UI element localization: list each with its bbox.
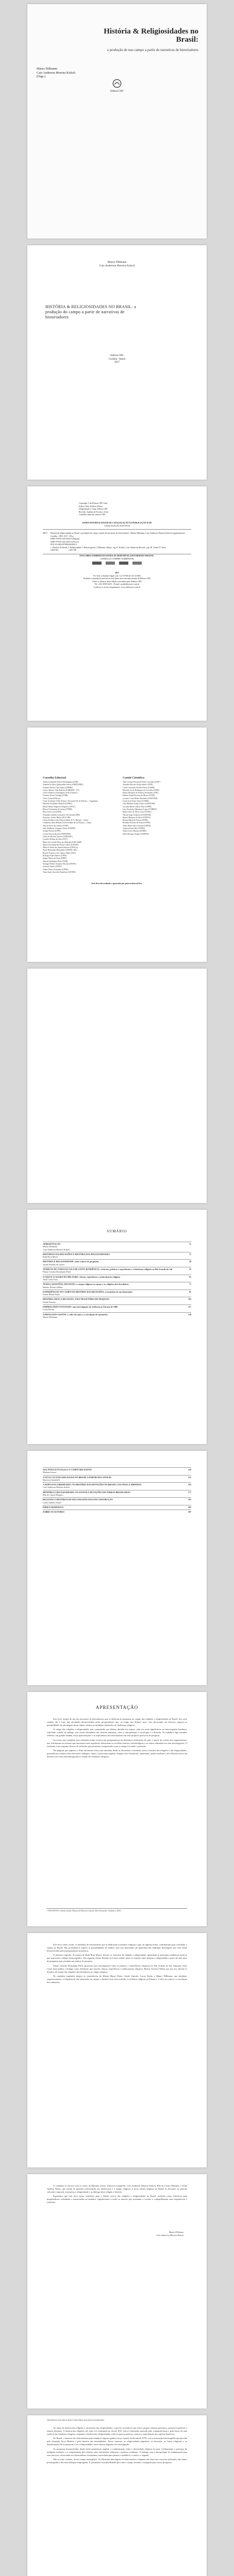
copyright-line: Todos os direitos desta edição reservados pela: Editora CRV (92, 580, 142, 583)
toc-entry-title: APRESENTAÇÃO (43, 1243, 61, 1245)
board-list-right (123, 781, 192, 836)
cover-page (27, 4, 207, 239)
half-name: Mauro Dillmann (107, 261, 127, 264)
board-member: Simone Rodrigues Pinto (UNB) (43, 860, 68, 862)
store-logo-icon[interactable] (92, 562, 102, 565)
board-member: Maria Lília Imbiriba Sousa Colares (UFOPA) (43, 843, 79, 846)
board-member: Rodrigo Pratte-Santos (UFES) (43, 855, 67, 857)
cover-author: Caio Anderson Moreira Kulsch (37, 71, 76, 75)
board-member: Leosino Costa Matos Machado (UNINTER) (123, 797, 158, 800)
board-member: Walter Lúcio Batista (UFRRJ) (123, 830, 147, 833)
catalog-page (27, 486, 207, 721)
cip-block (43, 521, 191, 556)
toc-list (43, 1241, 191, 1318)
copyright-line: Conheça os nossos lançamentos: www.editoracrv.com.br (93, 585, 141, 588)
store-logo-icon[interactable] (132, 562, 142, 565)
board-member: Cesar Gerónimo Tello (Univer. Nacional Três de Febrero – Argentina) (43, 800, 98, 803)
cip-title: DADOS INTERNACIONAIS DE CATALOGAÇÃO NA PUBLICAÇÃO (CIP) (82, 521, 152, 524)
toc-page-number: 203 (188, 1505, 191, 1509)
toc-entry[interactable] (43, 1283, 191, 1289)
credits-list (79, 502, 191, 516)
toc-entry[interactable] (43, 1483, 191, 1489)
board-member: Josias José Freire Júnior (UNEB) (123, 800, 149, 803)
paragraph: Esperamos que este livro possa contribuir para o debate acerca das religiões e religiosidades no Brasil, servindo como referência para pesquisadores, estudantes e interessados na temática. Agradecemos a todos os autores que aceitaram o convite e compartilharam suas experiências e reflexões. (47, 2195, 187, 2204)
board-heading: Conselho Editorial: (43, 776, 66, 779)
toc-list (43, 1466, 191, 1514)
paragraph: Este livro resulta de um dos encontros de historiadores que se dedicam às pesquisas no campo das religiões e religiosidades no Brasil. Em certo sentido, ele é fruto das atividades desenvolvidas pelos pesquisadores que, ao longo dos últimos anos, vêm discutindo em diversos espaços as possibilidades de abordagem desse objeto, atentos às múltiplas dimensões do fenômeno religioso. (47, 1718, 187, 1727)
toc-page-number: 29 (189, 1260, 191, 1263)
toc-entry[interactable] (43, 1260, 191, 1266)
toc-entry-title: TEMPLOS DE TODOS DA VILA DE SANTA RONDÊNCIA: vivências, práticas e experiências e o fenômeno religioso no Rio Grande do Sul (43, 1268, 173, 1271)
edition-year: 2017 (114, 361, 120, 364)
toc-title: SUMÁRIO (107, 1229, 127, 1233)
toc-entry-title: A NOVA CULTURA RELIGIOSA NO BRASIL A PARTIR DOS ANOS 80 (43, 1476, 111, 1479)
board-member: Celso Conti (UFSCar) (43, 797, 60, 800)
board-member: Renata Maria de Freitas (UFRJ) (123, 819, 148, 822)
cip-entry-code: H673 (43, 532, 47, 534)
toc-page-number: 91 (189, 1290, 191, 1293)
half-names (27, 261, 207, 268)
toc-entry-author: Caio Anderson Moreira Kulsch (43, 1486, 70, 1489)
board-member: Gloria Fariñas León (Universidade de La Havana – Cuba) (43, 819, 89, 822)
board-member: Helena Alaide Ferreira de Moura (UNIP) (123, 794, 155, 797)
toc-page-number: 207 (188, 1511, 191, 1514)
board-member: Eduardo Lucio Rodrigues de Carvalho (UFRJ) (123, 789, 159, 791)
toc-entry-author: Eliane Cristina Deckmann Fleck (43, 1270, 71, 1274)
toc-entry-title: HISTÓRIAS DAS RELIGIÕES E HISTÓRIA DAS RELIGIOSIDADES (43, 1252, 110, 1256)
copyright-year: 2017 (115, 571, 119, 574)
toc-entry[interactable] (43, 1291, 191, 1296)
toc-entry-author: Lilian Andreia Nunes (43, 1501, 62, 1504)
toc-entry[interactable] (43, 1298, 191, 1303)
toc-entry-author: Eliane Muniz Diniz (43, 1293, 60, 1296)
signature (156, 2231, 183, 2236)
board-heading: Comitê Científico: (123, 776, 145, 779)
board-member: Jailson Alves dos Santos (UFRJ) (43, 824, 69, 827)
toc-entry-author: Emerson Giumbelli (43, 1478, 60, 1481)
toc-page-number: 117 (188, 1306, 191, 1309)
toc-page-number: 129 (188, 1313, 191, 1316)
board-member: Guillermo Arias Beatón (Universidade de La Havana – Cuba) (43, 822, 91, 824)
publisher-logo-icon (112, 79, 122, 88)
toc-entry-author: Rita de Cássia Marques (43, 1494, 63, 1497)
board-member: Paulo Romualdo Hernandes (UNIFAL-MG) (43, 849, 78, 852)
presentation-text (47, 1718, 187, 1759)
toc-entry-author: Mauro Dillmann (43, 1245, 58, 1248)
copyright-block (43, 571, 191, 588)
toc-page-number: 11 (189, 1243, 191, 1245)
toc-entry[interactable] (43, 1491, 191, 1497)
divider (43, 1259, 191, 1260)
credit-line: Copyright © da Editora CRV Ltda. (79, 502, 108, 504)
toc-entry-author: Lucas Rocha (43, 1308, 54, 1311)
board-member: Tânia Maria Silva Amorim (UFRN) (123, 824, 151, 827)
toc-entry[interactable] (43, 1306, 191, 1311)
toc-entry-title: HISTÓRIA E RELIGIOSIDADE: uma crônica de perguntas (43, 1260, 99, 1263)
toc-page-2 (27, 1451, 207, 1685)
divider (43, 529, 191, 530)
toc-page-number: 165 (188, 1483, 191, 1486)
signature-name: Caio Anderson Moreira Kulsch (156, 2233, 183, 2236)
paragraph: Não se trata, contudo, de um campo homogêneo. As diferentes abordagens revelam tensões e disputas em torno dos conceitos utilizados, das fontes privilegiadas e das metodologias empregadas. É justamente essa pluralidade que torna o campo fecundo e instigante para novas pesquisas. (47, 2458, 187, 2464)
cover-subtitle: a produção de nao campo a partir de narrativas de historiadores (107, 48, 198, 52)
presentation-page (27, 1692, 207, 1926)
toc-page-number: 77 (189, 1283, 191, 1286)
toc-entry-author: Beatriz Teixeira Weber (43, 1285, 63, 1289)
cip-entry-text: História & religiosidades no Brasil: a produção do campo a partir de narrativas de historiadores / Mauro Dillmann, Caio Anderson Moreira Kulsch (organizadores) – Curitiba : CRV, 2017. 136 p. (50, 532, 187, 537)
signature-name: Mauro Dillmann (169, 2231, 183, 2233)
presentation-text (47, 2184, 187, 2206)
toc-entry-title: ÍNDICE REMISSIVO (43, 1505, 64, 1509)
toc-entry-title: EMPREGANDO O PASSADO: uma investigação da violência no Paraná de 1960 (43, 1306, 118, 1309)
toc-entry[interactable] (43, 1506, 191, 1509)
toc-entry-title: EXPERIÊNCIAS NO CAMPO DA HISTÓRIA DAS RELIGIÕES: a trajetória de um historiador (43, 1290, 133, 1293)
cover-authors (37, 67, 129, 79)
toc-entry[interactable] (43, 1253, 191, 1259)
board-member: João Adalberto Campato Junior (UNESP) (43, 827, 76, 830)
board-member: Zélia Marques Araújo (UNIFRA) (123, 833, 149, 835)
toc-entry[interactable] (43, 1468, 191, 1474)
paragraph: Os textos que compõem esta coletânea foram escritos por pesquisadores de diferentes instituições do país, a partir de convite dos organizadores, que solicitaram aos autores que narrassem suas trajetórias, destacando as escolhas teóricas, metodológicas e as fontes utilizadas em suas investigações. O resultado é um conjunto diverso de reflexões que permitem compreender como o campo foi sendo construído. (47, 1738, 187, 1748)
book-title: HISTÓRIA & RELIGIOSIDADES NO BRASIL: a produção do campo a partir de narrativas de historiadores (45, 304, 137, 319)
toc-entry-title: SOBRE OS AUTORES (43, 1511, 64, 1514)
board-member: Andréia da Silva Quintanilha Sousa (UNIR/UFRN) (43, 784, 83, 786)
toc-page-number: 103 (188, 1298, 191, 1301)
board-member: Josania Portela (UFPI) (43, 830, 61, 833)
blank-page (27, 969, 207, 1203)
board-member: Arnaldo Oliveira Souza Júnior (UFPI) (123, 784, 153, 786)
toc-page-number: 151 (188, 1476, 191, 1479)
notice-digital: ESTA OBRA TAMBÉM ENCONTRA-SE DISPONÍVEL EM FORMATO DIGITAL. (79, 554, 155, 557)
paragraph: Eliane Cristina Deckmann Fleck apresenta suas investigações sobre as práticas e experiências religiosas no Rio Grande do Sul, enquanto Artur Cesar Isaia analisa o milagre como fenômeno que articula ciência, experiência e conhecimento religioso. Beatriz Teixeira Weber, por sua vez, discute os desafios do estudo das religiões afro-brasileiras no campo religioso. (47, 1964, 187, 1973)
toc-entry[interactable] (43, 1268, 191, 1274)
board-member: Fernando Antônio Gonçalves Alcoforado (IPB) (43, 814, 80, 816)
presentation-text (47, 1943, 187, 1985)
divider (43, 1482, 191, 1483)
toc-entry-title: A MODA DAS LIBERDADES: NA HISTÓRIA DAS DEVOÇÕES NO BRASIL COLONIAL E IMPERIAL (43, 1483, 142, 1486)
board-list-left (43, 781, 118, 874)
chapter-text (47, 2427, 187, 2465)
toc-entry[interactable] (43, 1313, 191, 1319)
board-member: Rafael Marques da Silva (UNIFAL) (123, 816, 151, 819)
cover-author: Mauro Dillmann (37, 67, 58, 71)
cip-isbn: ISBN 978-85-444-2042-3 (Físico) (50, 540, 79, 543)
divider (43, 1497, 191, 1498)
paragraph: Ao tratar da história das religiões e da história das religiosidades, é preciso reconhecer que esses campos, embora próximos, possuem trajetórias e objetos distintos. A história das religiões, tal como foi constituída no século XIX, esteve fortemente marcada pelo comparativismo e pela busca de uma essência do fenômeno religioso, enquanto a história das religiosidades volta-se para as práticas, crenças e experiências dos sujeitos históricos. (47, 2427, 187, 2436)
board-member: Ana Cristina Teixeira de Brito Carvalho (UFJF) (123, 781, 160, 783)
cip-doi: DOI 10.24824/978854442042.3 (50, 543, 77, 546)
board-member: Luciana Maria Libório Eloy (UFPB) (123, 805, 152, 808)
board-member: Sydione Santos (UEPG) (43, 866, 62, 868)
toc-entry-author: Ruth Rosa Meyer (43, 1256, 58, 1259)
board-member: Antônio Pereira Gaio Júnior (UFRRJ) (43, 786, 73, 789)
toc-page-number: 143 (188, 1468, 191, 1471)
toc-entry[interactable] (43, 1243, 191, 1251)
cover-title: História & Religiosidades no Brasil: (104, 27, 198, 44)
cip-cdu: CDU 981 (69, 549, 77, 551)
toc-entry-author: Mauro Dillmann (43, 1315, 58, 1318)
cip-cdd: CDD 981 (50, 549, 59, 551)
board-member: Lídia de Oliveira Xavier (UNIEURO) (43, 835, 73, 838)
credit-line: Diagramação e Capa: Editora CRV (79, 507, 108, 510)
edition-city: Curitiba - Brasil (108, 358, 126, 361)
store-logos (43, 562, 191, 565)
toc-entry-title: TEMAS, QUESTÕES, DESAFIOS: o campo religioso no espaço e as religiões afro-brasileiras (43, 1283, 129, 1286)
paragraph: O campo das religiões e religiosidades tem conquistado nas últimas décadas um espaço cada vez mais significativo na historiografia brasileira, sobretudo a partir do diálogo com outras disciplinas das ciências humanas, como a antropologia, a sociologia e a filosofia. Os trabalhos aqui reunidos refletem, em grande medida, essas aproximações e as experiências dos historiadores em seus próprios percursos de pesquisa. (47, 1728, 187, 1737)
board-member: Tadeu Oliver Gonçalves (UFPA) (43, 868, 69, 871)
credit-line: Revisão: Analista de Escrita e Artes (79, 510, 109, 513)
board-member: Maria de Lourdes Pinto de Almeida (UNICAMP) (43, 841, 82, 843)
notice-buy: CONHEÇA E COMPRE TAMBÉM EM: (99, 557, 135, 560)
board-member: Carlos Federico Dominguez Avila (Unieuro) (43, 792, 78, 794)
paragraph: No Brasil, o interesse dos historiadores pela temática religiosa ganhou força a partir da década de 1970, com a renovação historiográfica promovida pela chamada Nova História e pela história das mentalidades. Nesse contexto, as religiosidades populares, as devoções, as festas religiosas e as manifestações de fé passaram a ser compreendidas como objetos legítimos de investigação. (47, 2437, 187, 2446)
board-member: Vanessa Paula Reis (UFRN) (123, 827, 145, 830)
cip-subtitle: CATALOGAÇÃO NA FONTE (104, 524, 130, 527)
board-footer: Este livro foi avaliado e aprovado por pareceristas ad hoc. (91, 882, 143, 885)
board-member: Lilia Mendes Araújo Lemos (UNINTER) (123, 803, 155, 805)
toc-entry[interactable] (43, 1511, 191, 1513)
divider (43, 1312, 191, 1313)
half-title-page (27, 245, 207, 480)
toc-entry-title: RELIGIÃO E HISTÓRIA EM NÃO UMA DIÁLOGO EM CONSTRUÇÃO (43, 1498, 113, 1501)
paragraph: Este livro reúne, assim, os trabalhos de historiadores que se dedicaram à temática religiosa e que, de alguma forma, contribuíram para consolidar o campo no Brasil. Não pretendemos esgotar as possibilidades de análise, mas sim apresentar um panorama das múltiplas abordagens que vêm sendo desenvolvidas pelos pesquisadores brasileiros. (47, 1943, 187, 1953)
board-member: Maria Clara da Silva Costa (UFMG) (123, 811, 152, 814)
board-member: Carmen Tereza Velanga (UNIR) (43, 794, 68, 797)
board-member: Elione Maria Nogueira Diogenes (UFAL) (43, 805, 76, 808)
toc-entry[interactable] (43, 1476, 191, 1482)
toc-entry-author: Mariana Lemos (43, 1471, 57, 1474)
toc-entry-title: HISTÓRIA ORAL E RELIGIÃO: UMA TRAJETÓRIA DE PESQUISA (43, 1298, 110, 1301)
board-member: Tania Suely Azevedo Brasileiro (UFOPA) (43, 871, 76, 873)
paragraph: O primeiro capítulo, de autoria de Ruth Rosa Meyer, discute os conceitos de religião e religiosidade, apontando as principais tendências teóricas que marcaram o debate historiográfico. Em seguida, Jayme Hoehne de Lemos reflete sobre as relações entre história e religiosidade a partir de uma série de perguntas que orientam sua prática de pesquisa. (47, 1954, 187, 1963)
edition-publisher: Editora CRV (110, 354, 124, 357)
toc-entry-title: O AQUI E O AGORA DO MILAGRE: ciência, experiência e conhecimento religioso (43, 1275, 121, 1278)
board-member: Sérgio Nunes de Jesus (IFRO) (43, 857, 67, 860)
toc-entry-author: Gizele Zanotto (43, 1300, 56, 1303)
toc-page (27, 1210, 207, 1444)
board-member: Leonel Severo Rocha (UNISINOS) (43, 833, 71, 835)
divider (43, 1467, 191, 1468)
toc-entry[interactable] (43, 1498, 191, 1504)
presentation-title: APRESENTAÇÃO (95, 1705, 139, 1710)
presentation-page-3 (27, 2174, 207, 2409)
toc-entry-author: Jayme Hoehne de Lemos (43, 1263, 65, 1266)
board-member: Rosânea Ferreira de Souza (UFPE) (123, 822, 151, 824)
board-member: Eduardo Fernandes Barbosa (UFMG) (43, 803, 73, 805)
board-member: Maria Cristina dos Santos Bezerra (UFSCar) (43, 846, 78, 849)
cip-isbn: ISBN 978-85-444-2043-0 (Digital) (50, 537, 80, 540)
board-member: Carla Conceição da Silva Paiva (UNEB) (123, 786, 155, 789)
toc-entry[interactable] (43, 1276, 191, 1281)
paragraph: As pesquisas desenvolvidas desde então permitiram ampliar o conhecimento sobre a diversidade religiosa do país, evidenciando a presença de múltiplas tradições e a complexidade das relações entre instituições religiosas e práticas cotidianas. O diálogo com a antropologia foi fundamental para esse processo, oferecendo aos historiadores ferramentas conceituais para pensar o simbólico, o ritual e o sagrado. (47, 2447, 187, 2456)
board-member: Nelson Jorge Schiavon (UNINTER) (123, 814, 152, 816)
paragraph: A coletânea se encerra com os textos de Mariana Lemos, Emerson Giumbelli, Caio Anderson Moreira Kulsch, Rita de Cássia Marques e Lilian Andreia Nunes, que tratam de questões relacionadas aos intelectuais e o campo religioso, à nova cultura religiosa no Brasil, às devoções no período colonial e imperial, à memória e religiosidade e ao diálogo entre religião e história. (47, 2184, 187, 2194)
board-member: Luis Fernando Nakamura Lopes (UNIRIO) (123, 808, 157, 810)
toc-entry-title: MEMÓRIA E RELIGIOSIDADE: OS SANTOS E DEVOÇÕES EM TERRAS BRASILEIRAS (43, 1490, 130, 1494)
presentation-page-2 (27, 1933, 207, 2167)
credit-line: Editor-chefe: Railson Moura (79, 504, 103, 507)
paragraph: Os capítulos seguintes trazem as experiências de Eliane Muniz Diniz, Gizele Zanotto, Lucas Rocha e Mauro Dillmann, que abordam, respectivamente, a trajetória de um historiador no campo, a história oral como método, a violência religiosa no Paraná e o culto aos santos e a circulação dos santuários. (47, 1974, 187, 1984)
chapter-page (27, 2415, 207, 2576)
toc-entry-author: Artur Cesar Isaia (43, 1278, 58, 1281)
cover-publisher: Editora CRV (110, 90, 124, 93)
cip-keywords: 1. História do Brasil 2. Religiosidade 3. Historiografia I. Dillmann, Mauro. org. II. Kulsch, Caio Anderson Moreira. org. III. Título IV. Série (50, 546, 166, 549)
board-member: Lourdes Helena da Silva (UFV) (43, 838, 68, 841)
board-member: Renato Francisco dos Santos Paula (UFG) (43, 852, 76, 854)
digital-notice (43, 554, 191, 565)
toc-entry-title: A PROSA DOS SANTOS: o culto do santo e a circulação de santuários (43, 1313, 108, 1316)
copyright-line: Foi feito o depósito legal conf. Lei 10.994 de 14/12/2004 (93, 574, 141, 577)
toc-entry-title: O(S) INTELECTUAL(S) E O CAMPO RELIGIOSO (43, 1468, 92, 1471)
copyright-line: Proibida a reprodução parcial ou total desta obra sem autorização da Editora CRV (83, 577, 151, 580)
half-name: Caio Anderson Moreira Kulsch (99, 264, 135, 267)
paragraph: Nas páginas que seguem, o leitor encontrará textos que abordam desde as discussões conceituais sobre a história das religiões e das religiosidades, passando por estudos sobre devoções, milagres, santos, catolicismo popular, religiões afro-brasileiras, espiritismo, pentecostalismo, até reflexões acerca da história oral como metodologia para o estudo do fenômeno religioso. (47, 1749, 187, 1758)
board-member: Solange Helena Ximenes-Rocha (UFOPA) (43, 862, 76, 865)
board-member: Elizeu Clementino de Souza (UNEB) (43, 808, 72, 810)
store-logo-icon[interactable] (106, 562, 115, 565)
store-logo-icon[interactable] (119, 562, 128, 565)
divider (43, 1304, 191, 1305)
board-page (27, 727, 207, 962)
footnote: 1 PESAVENTO, Sandra Jatahy. História & História Cultural. Belo Horizonte: Autêntica, 2003. (47, 1908, 187, 1912)
toc-entry-author: Caio Anderson Moreira Kulsch (43, 1248, 70, 1251)
credit-line: Conselho editorial: editora CRV (79, 513, 106, 516)
cover-orgs: (Orgs.) (37, 75, 46, 78)
board-member: Aldira Guimarães Duarte Domínguez (UNB) (43, 781, 78, 783)
edition-info (27, 354, 207, 365)
board-member: Eliane Marquez da Fonseca Fernandes (UFG) (123, 792, 159, 794)
running-header: HISTÓRIAS DAS RELIGIÕES E HISTÓRIA DAS RELIGIOSIDADES (47, 2419, 105, 2421)
board-member: Francisco Carlos Duarte (PUC-PR) (43, 816, 71, 819)
toc-page-number: 17 (189, 1252, 191, 1256)
board-member: Carlos Alberto Vilar Estêvão (UMINHO – PT) (43, 789, 79, 791)
board-member: Élsio José Corá (UFFS) (43, 811, 62, 814)
toc-page-number: 61 (189, 1275, 191, 1278)
copyright-line: Tel.: (41) 3039-6418 – E-mail: sac@editoracrv.com.br (94, 583, 140, 585)
toc-page-number: 45 (189, 1268, 191, 1271)
toc-page-number: 191 (188, 1498, 191, 1501)
divider (43, 1475, 191, 1476)
toc-page-number: 177 (188, 1490, 191, 1494)
